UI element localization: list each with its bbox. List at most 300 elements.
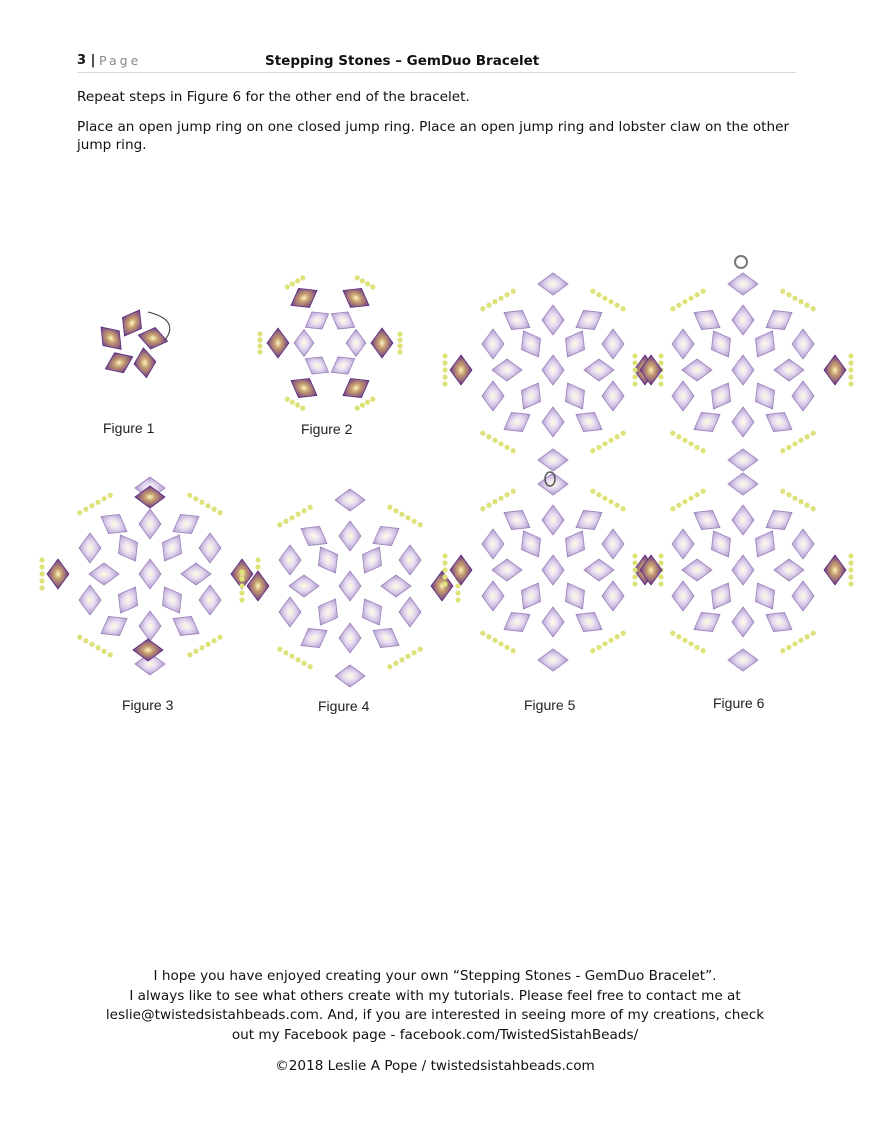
seed-bead bbox=[289, 654, 294, 659]
seed-bead bbox=[658, 553, 663, 558]
gemduo-bead bbox=[514, 578, 548, 615]
seed-bead bbox=[658, 560, 663, 565]
seed-bead bbox=[780, 289, 785, 294]
seed-bead bbox=[804, 434, 809, 439]
seed-bead bbox=[798, 638, 803, 643]
gemduo-bead bbox=[571, 605, 608, 639]
gemduo-bead bbox=[732, 505, 754, 535]
seed-bead bbox=[399, 512, 404, 517]
seed-bead bbox=[798, 299, 803, 304]
seed-bead bbox=[193, 496, 198, 501]
seed-bead bbox=[682, 299, 687, 304]
gemduo-bead bbox=[672, 581, 694, 611]
seed-bead bbox=[811, 506, 816, 511]
seed-bead bbox=[848, 360, 853, 365]
seed-bead bbox=[676, 503, 681, 508]
seed-bead bbox=[480, 306, 485, 311]
seed-bead bbox=[393, 508, 398, 513]
gemduo-bead bbox=[399, 597, 421, 627]
gemduo-bead bbox=[79, 533, 101, 563]
seed-bead bbox=[290, 400, 295, 405]
seed-bead bbox=[455, 583, 460, 588]
seed-bead bbox=[670, 431, 675, 436]
gemduo-bead bbox=[492, 359, 522, 381]
gemduo-bead bbox=[133, 639, 163, 661]
seed-bead bbox=[492, 299, 497, 304]
seed-bead bbox=[676, 303, 681, 308]
seed-bead bbox=[792, 496, 797, 501]
seed-bead bbox=[632, 567, 637, 572]
gemduo-bead bbox=[101, 347, 137, 379]
seed-bead bbox=[498, 441, 503, 446]
seed-bead bbox=[295, 512, 300, 517]
closing-note bbox=[60, 967, 810, 1045]
closing-line-4: out my Facebook page - facebook.com/TwistedSistahBeads/ bbox=[231, 1026, 639, 1043]
seed-bead bbox=[239, 569, 244, 574]
seed-bead bbox=[355, 275, 360, 280]
seed-bead bbox=[621, 506, 626, 511]
seed-bead bbox=[590, 648, 595, 653]
gemduo-bead bbox=[732, 305, 754, 335]
seed-bead bbox=[504, 492, 509, 497]
gemduo-bead bbox=[704, 578, 738, 615]
figure-2-diagram bbox=[257, 275, 402, 410]
gemduo-bead bbox=[728, 473, 758, 495]
gemduo-bead bbox=[355, 542, 389, 579]
seed-bead bbox=[442, 581, 447, 586]
seed-bead bbox=[301, 661, 306, 666]
seed-bead bbox=[798, 499, 803, 504]
gemduo-bead bbox=[79, 585, 101, 615]
seed-bead bbox=[786, 645, 791, 650]
instruction-paragraph-1: Repeat steps in Figure 6 for the other end of the bracelet. bbox=[77, 89, 470, 105]
seed-bead bbox=[694, 445, 699, 450]
seed-bead bbox=[300, 406, 305, 411]
seed-bead bbox=[283, 650, 288, 655]
seed-bead bbox=[360, 403, 365, 408]
figure-3-caption: Figure 3 bbox=[122, 697, 174, 713]
figure-5-diagram bbox=[442, 273, 663, 671]
seed-bead bbox=[811, 306, 816, 311]
gemduo-bead bbox=[584, 559, 614, 581]
seed-bead bbox=[199, 645, 204, 650]
gemduo-bead bbox=[558, 326, 592, 363]
seed-bead bbox=[257, 331, 262, 336]
gemduo-bead bbox=[748, 526, 782, 563]
seed-bead bbox=[187, 652, 192, 657]
gemduo-bead bbox=[514, 326, 548, 363]
gemduo-bead bbox=[704, 526, 738, 563]
seed-bead bbox=[405, 654, 410, 659]
gemduo-bead bbox=[296, 519, 333, 553]
seed-bead bbox=[608, 499, 613, 504]
seed-bead bbox=[39, 564, 44, 569]
gemduo-bead bbox=[111, 530, 145, 567]
seed-bead bbox=[701, 648, 706, 653]
seed-bead bbox=[95, 645, 100, 650]
seed-bead bbox=[442, 560, 447, 565]
seed-bead bbox=[218, 510, 223, 515]
gemduo-bead bbox=[346, 330, 366, 357]
gemduo-bead bbox=[732, 607, 754, 637]
gemduo-bead bbox=[538, 649, 568, 671]
seed-bead bbox=[848, 381, 853, 386]
seed-bead bbox=[596, 445, 601, 450]
gemduo-bead bbox=[181, 563, 211, 585]
gemduo-bead bbox=[689, 303, 726, 337]
seed-bead bbox=[694, 645, 699, 650]
seed-bead bbox=[205, 642, 210, 647]
seed-bead bbox=[676, 634, 681, 639]
seed-bead bbox=[694, 292, 699, 297]
seed-bead bbox=[89, 642, 94, 647]
seed-bead bbox=[492, 438, 497, 443]
gemduo-bead bbox=[499, 605, 536, 639]
seed-bead bbox=[442, 360, 447, 365]
gemduo-bead bbox=[682, 559, 712, 581]
seed-bead bbox=[504, 445, 509, 450]
seed-bead bbox=[411, 650, 416, 655]
seed-bead bbox=[682, 438, 687, 443]
seed-bead bbox=[670, 306, 675, 311]
gemduo-bead bbox=[689, 605, 726, 639]
seed-bead bbox=[608, 438, 613, 443]
gemduo-bead bbox=[514, 526, 548, 563]
seed-bead bbox=[658, 360, 663, 365]
seed-bead bbox=[39, 578, 44, 583]
seed-bead bbox=[360, 278, 365, 283]
seed-bead bbox=[95, 500, 100, 505]
gemduo-bead bbox=[672, 381, 694, 411]
seed-bead bbox=[399, 657, 404, 662]
gemduo-bead bbox=[289, 575, 319, 597]
gemduo-bead bbox=[482, 329, 504, 359]
seed-bead bbox=[257, 349, 262, 354]
copyright: ©2018 Leslie A Pope / twistedsistahbeads.com bbox=[275, 1058, 595, 1074]
seed-bead bbox=[211, 507, 216, 512]
seed-bead bbox=[632, 581, 637, 586]
seed-bead bbox=[596, 492, 601, 497]
seed-bead bbox=[498, 296, 503, 301]
gemduo-bead bbox=[296, 621, 333, 655]
seed-bead bbox=[418, 647, 423, 652]
seed-bead bbox=[848, 374, 853, 379]
seed-bead bbox=[596, 645, 601, 650]
seed-bead bbox=[608, 638, 613, 643]
seed-bead bbox=[455, 597, 460, 602]
seed-bead bbox=[798, 438, 803, 443]
gemduo-bead bbox=[368, 519, 405, 553]
gemduo-bead bbox=[704, 378, 738, 415]
seed-bead bbox=[701, 489, 706, 494]
seed-bead bbox=[682, 499, 687, 504]
seed-bead bbox=[257, 343, 262, 348]
seed-bead bbox=[442, 353, 447, 358]
seed-bead bbox=[397, 331, 402, 336]
seed-bead bbox=[480, 631, 485, 636]
gemduo-bead bbox=[96, 507, 133, 541]
gemduo-bead bbox=[704, 326, 738, 363]
seed-bead bbox=[39, 585, 44, 590]
gemduo-bead bbox=[168, 609, 205, 643]
seed-bead bbox=[355, 406, 360, 411]
seed-bead bbox=[239, 590, 244, 595]
seed-bead bbox=[688, 496, 693, 501]
seed-bead bbox=[108, 493, 113, 498]
figure-1-diagram bbox=[93, 305, 170, 379]
seed-bead bbox=[590, 448, 595, 453]
gemduo-bead bbox=[450, 555, 472, 585]
seed-bead bbox=[365, 281, 370, 286]
gemduo-bead bbox=[748, 378, 782, 415]
gemduo-bead bbox=[672, 329, 694, 359]
seed-bead bbox=[277, 647, 282, 652]
seed-bead bbox=[621, 631, 626, 636]
seed-bead bbox=[290, 281, 295, 286]
seed-bead bbox=[786, 445, 791, 450]
seed-bead bbox=[811, 631, 816, 636]
seed-bead bbox=[101, 649, 106, 654]
gemduo-bead bbox=[139, 509, 161, 539]
gemduo-bead bbox=[339, 623, 361, 653]
gemduo-bead bbox=[824, 355, 846, 385]
gemduo-bead bbox=[199, 585, 221, 615]
closing-line-1: I hope you have enjoyed creating your own “Stepping Stones - GemDuo Bracelet”. bbox=[153, 968, 717, 984]
seed-bead bbox=[848, 581, 853, 586]
seed-bead bbox=[397, 349, 402, 354]
seed-bead bbox=[300, 275, 305, 280]
figure-5-caption: Figure 5 bbox=[524, 697, 576, 713]
page-label: Page bbox=[99, 53, 142, 68]
seed-bead bbox=[442, 574, 447, 579]
gemduo-bead bbox=[199, 533, 221, 563]
seed-bead bbox=[442, 381, 447, 386]
gemduo-bead bbox=[431, 571, 453, 601]
seed-bead bbox=[397, 337, 402, 342]
seed-bead bbox=[602, 496, 607, 501]
seed-bead bbox=[590, 489, 595, 494]
seed-bead bbox=[239, 576, 244, 581]
gemduo-bead bbox=[571, 503, 608, 537]
gemduo-bead bbox=[450, 355, 472, 385]
seed-bead bbox=[289, 515, 294, 520]
seed-bead bbox=[295, 403, 300, 408]
gemduo-bead bbox=[774, 559, 804, 581]
gemduo-bead bbox=[602, 529, 624, 559]
seed-bead bbox=[688, 296, 693, 301]
seed-bead bbox=[255, 564, 260, 569]
closing-line-3: leslie@twistedsistahbeads.com. And, if you are interested in seeing more of my creations, check bbox=[105, 1007, 765, 1023]
gemduo-bead bbox=[732, 355, 754, 385]
seed-bead bbox=[387, 664, 392, 669]
gemduo-bead bbox=[47, 559, 69, 589]
seed-bead bbox=[405, 515, 410, 520]
seed-bead bbox=[676, 434, 681, 439]
gemduo-bead bbox=[542, 305, 564, 335]
seed-bead bbox=[77, 510, 82, 515]
seed-bead bbox=[365, 400, 370, 405]
seed-bead bbox=[602, 641, 607, 646]
seed-bead bbox=[285, 284, 290, 289]
seed-bead bbox=[199, 500, 204, 505]
seed-bead bbox=[285, 397, 290, 402]
seed-bead bbox=[442, 553, 447, 558]
seed-bead bbox=[688, 641, 693, 646]
seed-bead bbox=[658, 581, 663, 586]
seed-bead bbox=[848, 353, 853, 358]
seed-bead bbox=[792, 641, 797, 646]
gemduo-bead bbox=[89, 563, 119, 585]
seed-bead bbox=[39, 571, 44, 576]
seed-bead bbox=[811, 431, 816, 436]
seed-bead bbox=[480, 431, 485, 436]
gemduo-bead bbox=[267, 328, 289, 358]
gemduo-bead bbox=[294, 330, 314, 357]
gemduo-bead bbox=[482, 581, 504, 611]
gemduo-bead bbox=[602, 581, 624, 611]
seed-bead bbox=[193, 649, 198, 654]
seed-bead bbox=[786, 492, 791, 497]
gemduo-bead bbox=[279, 597, 301, 627]
gemduo-bead bbox=[132, 347, 157, 379]
seed-bead bbox=[590, 289, 595, 294]
figure-1-caption: Figure 1 bbox=[103, 420, 155, 436]
seed-bead bbox=[455, 590, 460, 595]
seed-bead bbox=[442, 367, 447, 372]
seed-bead bbox=[504, 645, 509, 650]
seed-bead bbox=[792, 296, 797, 301]
gemduo-bead bbox=[682, 359, 712, 381]
page-number: 3 | bbox=[77, 53, 96, 68]
gemduo-bead bbox=[368, 621, 405, 655]
gemduo-bead bbox=[168, 507, 205, 541]
seed-bead bbox=[632, 560, 637, 565]
gemduo-bead bbox=[514, 378, 548, 415]
gemduo-bead bbox=[538, 273, 568, 295]
figure-4-diagram bbox=[239, 489, 460, 687]
seed-bead bbox=[83, 638, 88, 643]
seed-bead bbox=[511, 648, 516, 653]
gemduo-bead bbox=[96, 609, 133, 643]
figure-3-diagram bbox=[39, 477, 260, 675]
gemduo-bead bbox=[339, 521, 361, 551]
seed-bead bbox=[498, 641, 503, 646]
seed-bead bbox=[301, 508, 306, 513]
gemduo-bead bbox=[748, 578, 782, 615]
seed-bead bbox=[596, 292, 601, 297]
seed-bead bbox=[295, 657, 300, 662]
closing-line-2: I always like to see what others create with my tutorials. Please feel free to contact me at bbox=[129, 987, 741, 1004]
figure-6-diagram bbox=[632, 256, 853, 671]
gemduo-bead bbox=[482, 381, 504, 411]
seed-bead bbox=[632, 367, 637, 372]
seed-bead bbox=[621, 431, 626, 436]
gemduo-bead bbox=[602, 329, 624, 359]
gemduo-bead bbox=[155, 582, 189, 619]
gemduo-bead bbox=[748, 326, 782, 363]
seed-bead bbox=[632, 381, 637, 386]
gemduo-bead bbox=[728, 449, 758, 471]
seed-bead bbox=[608, 299, 613, 304]
document-title: Stepping Stones – GemDuo Bracelet bbox=[265, 53, 540, 69]
gemduo-bead bbox=[558, 578, 592, 615]
seed-bead bbox=[486, 434, 491, 439]
seed-bead bbox=[295, 278, 300, 283]
gemduo-bead bbox=[571, 405, 608, 439]
seed-bead bbox=[257, 337, 262, 342]
seed-bead bbox=[602, 441, 607, 446]
gemduo-bead bbox=[558, 378, 592, 415]
seed-bead bbox=[418, 522, 423, 527]
seed-bead bbox=[387, 505, 392, 510]
seed-bead bbox=[511, 289, 516, 294]
seed-bead bbox=[308, 505, 313, 510]
seed-bead bbox=[89, 503, 94, 508]
figure-6-caption: Figure 6 bbox=[713, 695, 765, 711]
gemduo-bead bbox=[542, 505, 564, 535]
seed-bead bbox=[632, 374, 637, 379]
seed-bead bbox=[101, 496, 106, 501]
seed-bead bbox=[804, 634, 809, 639]
gemduo-bead bbox=[774, 359, 804, 381]
gemduo-bead bbox=[381, 575, 411, 597]
gemduo-bead bbox=[761, 605, 798, 639]
gemduo-bead bbox=[792, 581, 814, 611]
gemduo-bead bbox=[732, 555, 754, 585]
gemduo-bead bbox=[335, 665, 365, 687]
seed-bead bbox=[632, 353, 637, 358]
gemduo-bead bbox=[792, 529, 814, 559]
seed-bead bbox=[701, 448, 706, 453]
seed-bead bbox=[658, 353, 663, 358]
seed-bead bbox=[632, 574, 637, 579]
seed-bead bbox=[848, 553, 853, 558]
gemduo-bead bbox=[672, 529, 694, 559]
seed-bead bbox=[255, 557, 260, 562]
figure-4-caption: Figure 4 bbox=[318, 698, 370, 714]
seed-bead bbox=[486, 503, 491, 508]
gemduo-bead bbox=[761, 503, 798, 537]
gemduo-bead bbox=[728, 649, 758, 671]
seed-bead bbox=[211, 638, 216, 643]
gemduo-bead bbox=[542, 607, 564, 637]
seed-bead bbox=[658, 374, 663, 379]
seed-bead bbox=[492, 499, 497, 504]
seed-bead bbox=[614, 634, 619, 639]
seed-bead bbox=[108, 652, 113, 657]
seed-bead bbox=[442, 567, 447, 572]
seed-bead bbox=[370, 284, 375, 289]
gemduo-bead bbox=[139, 559, 161, 589]
seed-bead bbox=[848, 574, 853, 579]
gemduo-bead bbox=[558, 526, 592, 563]
seed-bead bbox=[187, 493, 192, 498]
seed-bead bbox=[39, 557, 44, 562]
seed-bead bbox=[632, 360, 637, 365]
seed-bead bbox=[277, 522, 282, 527]
gemduo-bead bbox=[499, 503, 536, 537]
seed-bead bbox=[486, 303, 491, 308]
gemduo-bead bbox=[571, 303, 608, 337]
seed-bead bbox=[77, 635, 82, 640]
gemduo-bead bbox=[689, 503, 726, 537]
seed-bead bbox=[780, 489, 785, 494]
seed-bead bbox=[239, 583, 244, 588]
seed-bead bbox=[283, 519, 288, 524]
seed-bead bbox=[804, 303, 809, 308]
seed-bead bbox=[397, 343, 402, 348]
seed-bead bbox=[83, 507, 88, 512]
